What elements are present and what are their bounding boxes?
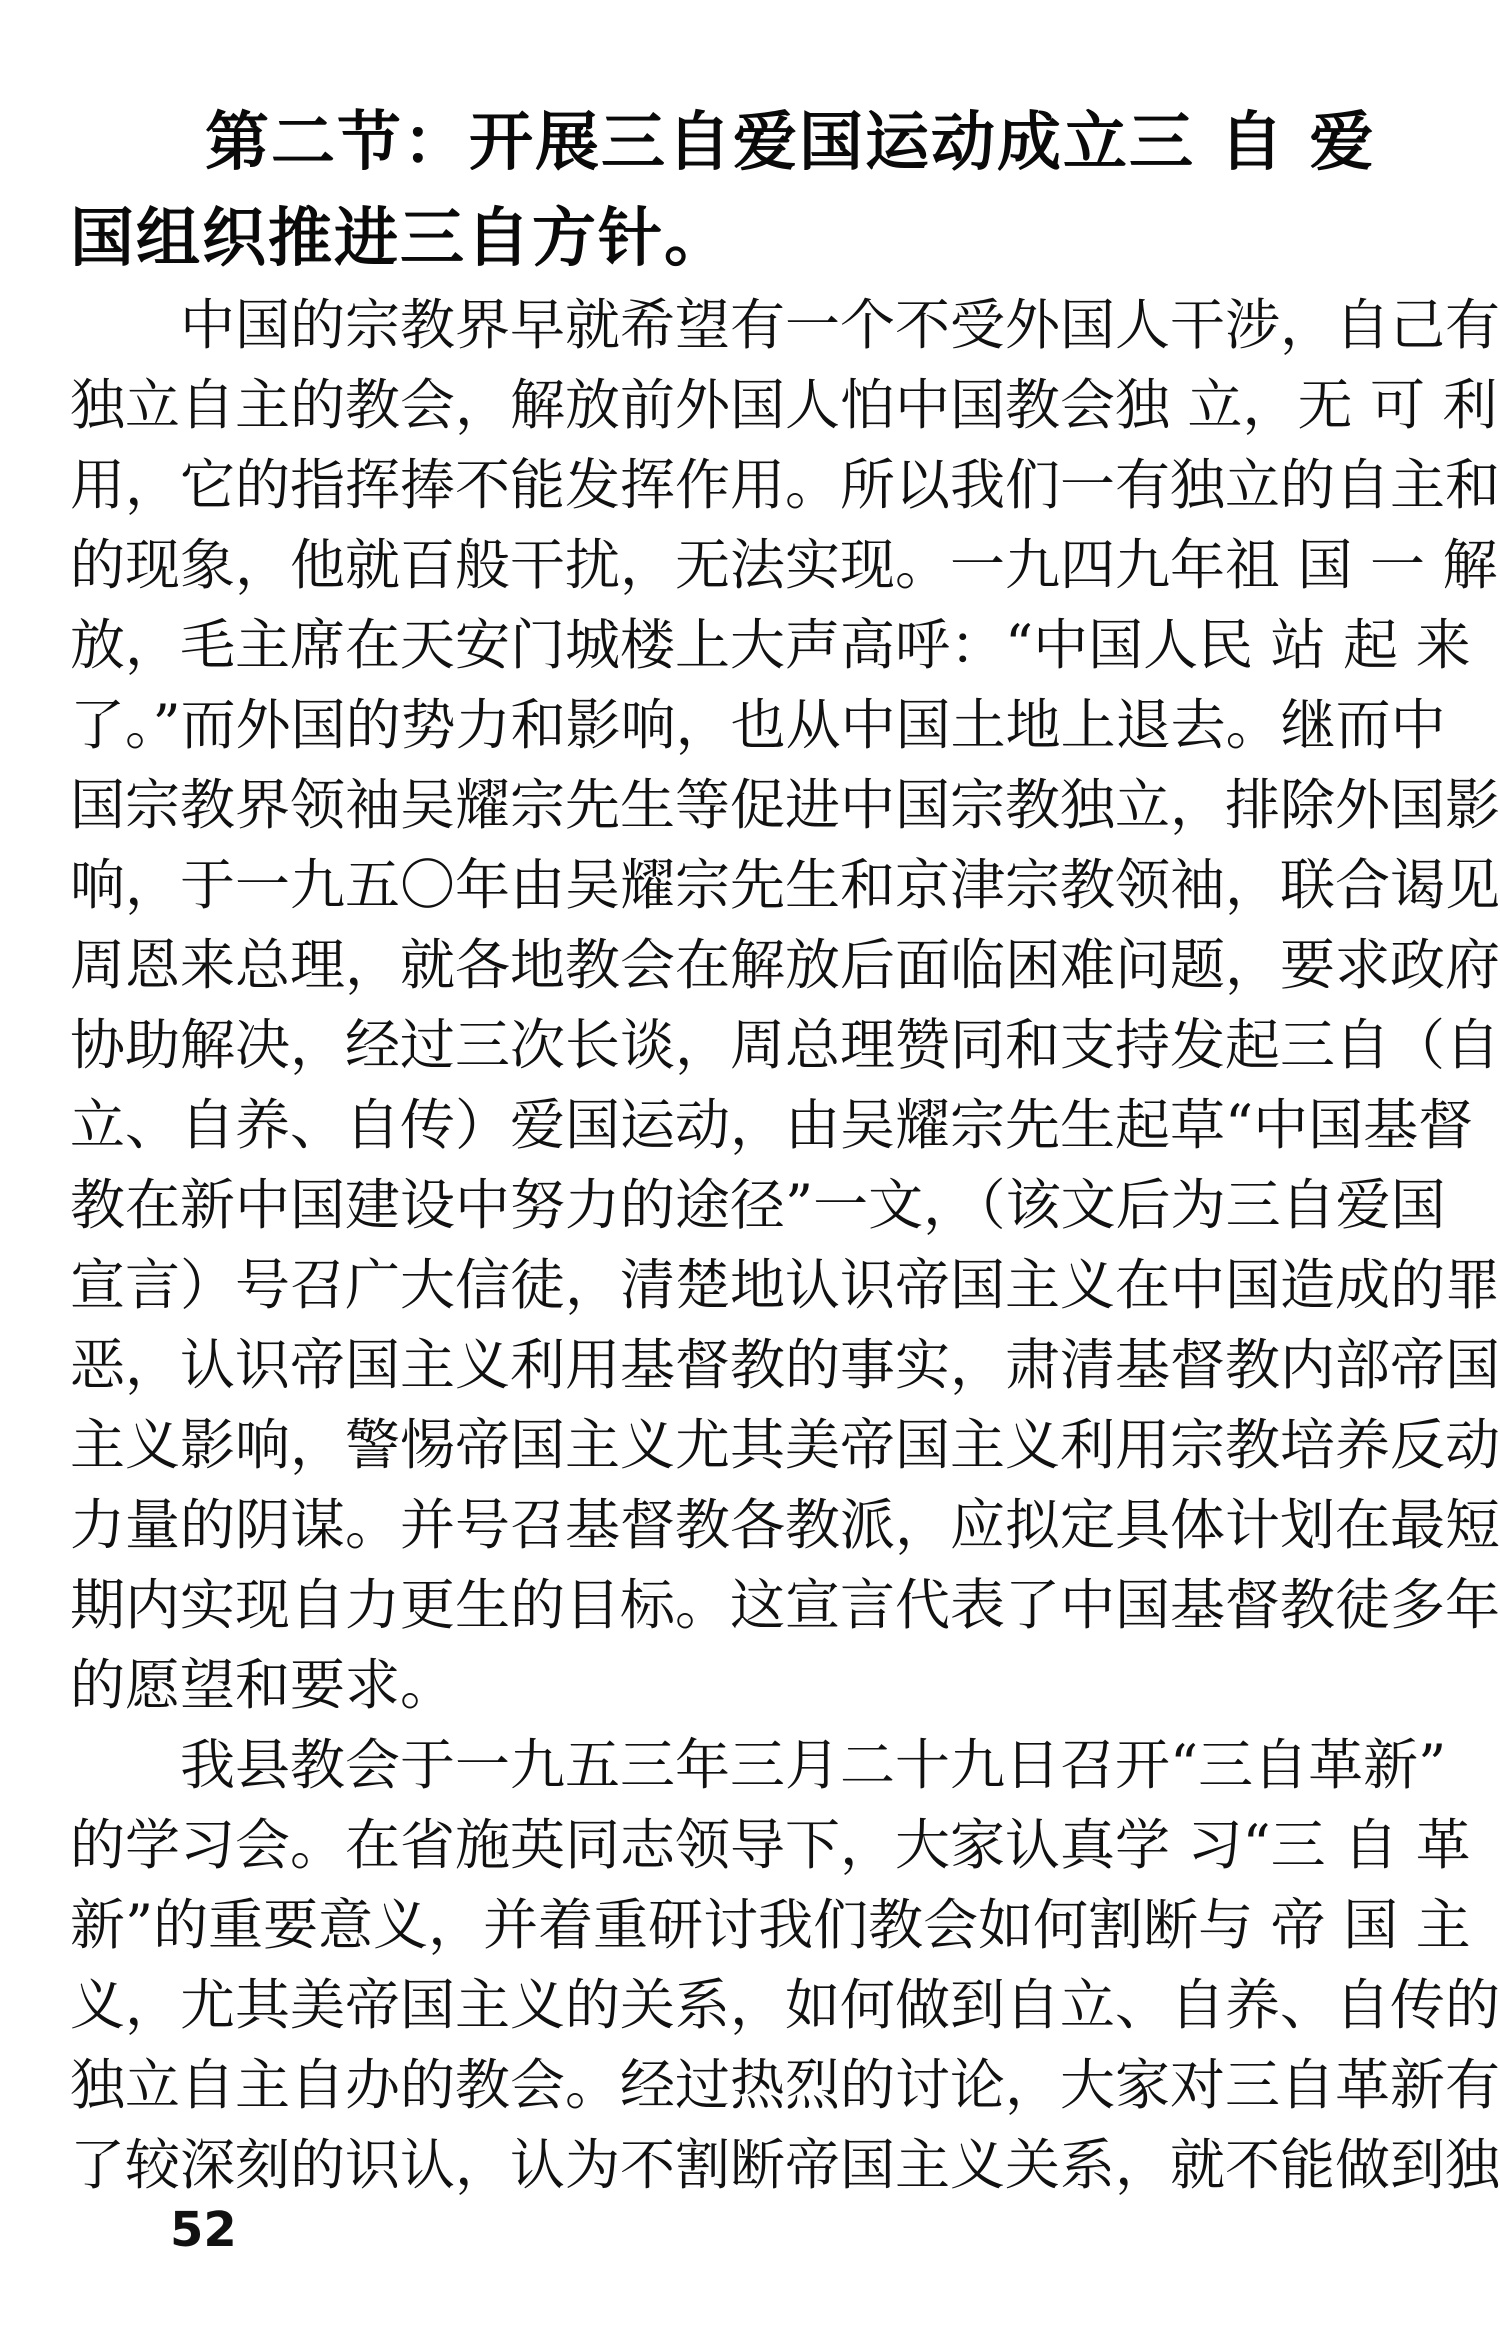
- text-line: 用，它的指挥捧不能发挥作用。所以我们一有独立的自主和: [70, 453, 1500, 517]
- text-line: 独立自主自办的教会。经过热烈的讨论，大家对三自革新有: [70, 2053, 1500, 2117]
- paragraph-1: [70, 285, 1500, 1725]
- text-line: 期内实现自力更生的目标。这宣言代表了中国基督教徒多年: [70, 1573, 1500, 1637]
- text-line: 响，于一九五〇年由吴耀宗先生和京津宗教领袖，联合谒见: [70, 853, 1500, 917]
- page-number: 52: [170, 2202, 237, 2258]
- text-line: 我县教会于一九五三年三月二十九日召开“三自革新”: [180, 1733, 1447, 1797]
- paragraph-2: [70, 1725, 1500, 2205]
- section-heading: [70, 95, 1430, 287]
- heading-line-2: 国组织推进三自方针。: [70, 202, 730, 276]
- text-line: 宣言）号召广大信徒，清楚地认识帝国主义在中国造成的罪: [70, 1253, 1500, 1317]
- text-line: 教在新中国建设中努力的途径”一文，（该文后为三自爱国: [70, 1173, 1446, 1237]
- text-line: 主义影响，警惕帝国主义尤其美帝国主义利用宗教培养反动: [70, 1413, 1500, 1477]
- text-line: 的学习会。在省施英同志领导下，大家认真学 习“三 自 革: [70, 1813, 1471, 1877]
- text-line: 立、自养、自传）爱国运动，由吴耀宗先生起草“中国基督: [70, 1093, 1474, 1157]
- text-line: 独立自主的教会，解放前外国人怕中国教会独 立，无 可 利: [70, 373, 1498, 437]
- text-line: 了。”而外国的势力和影响，也从中国土地上退去。继而中: [70, 693, 1446, 757]
- body-text: [70, 285, 1500, 2205]
- text-line: 协助解决，经过三次长谈，周总理赞同和支持发起三自（自: [70, 1013, 1500, 1077]
- text-line: 新”的重要意义，并着重研讨我们教会如何割断与 帝 国 主: [70, 1893, 1471, 1957]
- text-line: 周恩来总理，就各地教会在解放后面临困难问题，要求政府: [70, 933, 1500, 997]
- heading-line-1: 第二节：开展三自爱国运动成立三 自 爱: [205, 106, 1376, 180]
- text-line: 放，毛主席在天安门城楼上大声高呼：“中国人民 站 起 来: [70, 613, 1471, 677]
- text-line: 的现象，他就百般干扰，无法实现。一九四九年祖 国 一 解: [70, 533, 1498, 597]
- text-line: 中国的宗教界早就希望有一个不受外国人干涉，自己有: [180, 293, 1500, 357]
- text-line: 义，尤其美帝国主义的关系，如何做到自立、自养、自传的: [70, 1973, 1500, 2037]
- text-line: 了较深刻的识认，认为不割断帝国主义关系，就不能做到独: [70, 2133, 1500, 2197]
- text-line: 的愿望和要求。: [70, 1653, 456, 1717]
- text-line: 力量的阴谋。并号召基督教各教派，应拟定具体计划在最短: [70, 1493, 1500, 1557]
- text-line: 恶，认识帝国主义利用基督教的事实，肃清基督教内部帝国: [70, 1333, 1500, 1397]
- text-line: 国宗教界领袖吴耀宗先生等促进中国宗教独立，排除外国影: [70, 773, 1500, 837]
